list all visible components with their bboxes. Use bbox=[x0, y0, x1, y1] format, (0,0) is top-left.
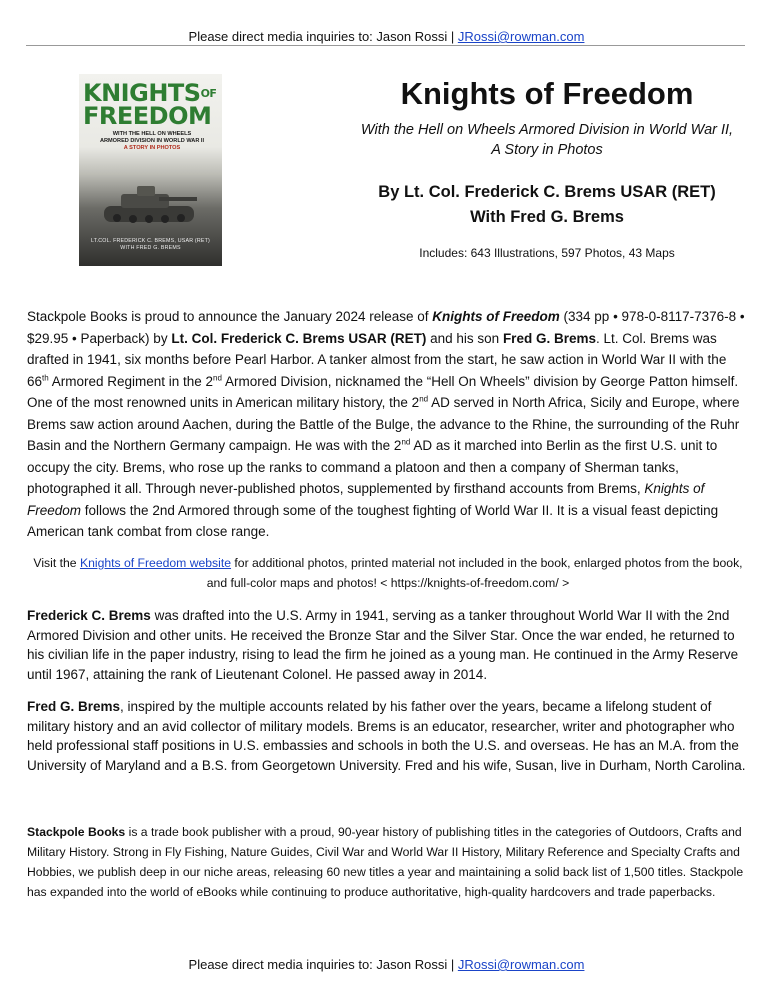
cover-title: $KNIGHTS^{OF}$ FREEDOM bbox=[83, 79, 217, 130]
page-header bbox=[0, 29, 773, 44]
footer-text: Please direct media inquiries to: Jason Rossi | bbox=[188, 957, 455, 972]
header-email-link[interactable]: JRossi@rowman.com bbox=[457, 29, 585, 44]
website-note: Visit the Knights of Freedom website for additional photos, printed material not included in the book, enlarged photos from the book, and full-color maps and photos! < https://knights-of-freedom.com/ > bbox=[33, 556, 743, 590]
cover-subtitle: WITH THE HELL ON WHEELS ARMORED DIVISION IN WORLD WAR II A STORY IN PHOTOS bbox=[99, 131, 205, 151]
book-subtitle: With the Hell on Wheels Armored Division in World War II, A Story in Photos bbox=[360, 122, 734, 158]
book-byline: By Lt. Col. Frederick C. Brems USAR (RET) With Fred G. Brems bbox=[378, 183, 716, 226]
header-divider bbox=[26, 45, 745, 46]
page-footer bbox=[0, 957, 773, 972]
publisher-about: Stackpole Books is a trade book publisher with a proud, 90-year history of publishing titles in the categories of Outdoors, Crafts and Military History. Strong in Fly Fishing, Nature Guides, Civil War and World War II History, Military Reference and Specialty Crafts and Hobbies, we publish deep in our niche areas, releasing 60 new titles a year and maintaining a solid back list of 1,500 titles. Stackpole has expanded into the world of eBooks while continuing to produce authoritative, high-quality hardcovers and trade paperbacks. bbox=[27, 825, 744, 899]
bio-fred: Fred G. Brems, inspired by the multiple accounts related by his father over the years, became a lifelong student of military history and an avid collector of military models. Brems is an educator, researcher, writer and photographer who held professional staff positions in U.S. embassies and schools in both the U.S. and overseas. He has an M.A. from the University of Maryland and a B.S. from Georgetown University. Fred and his wife, Susan, live in Durham, North Carolina. bbox=[27, 699, 746, 773]
tank-icon bbox=[99, 184, 199, 229]
book-includes: Includes: 643 Illustrations, 597 Photos, 43 Maps bbox=[419, 246, 675, 260]
header-text: Please direct media inquiries to: Jason Rossi | bbox=[188, 29, 455, 44]
bio-frederick: Frederick C. Brems was drafted into the U.S. Army in 1941, serving as a tanker throughout World War II with the 2nd Armored Division and other units. He received the Bronze Star and the Silver Star. Once the war ended, he returned to his civilian life in the paper industry, rising to lead the firm he joined as a young man. He continued in the Army Reserve until 1967, attaining the rank of Lieutenant Colonel. He passed away in 2014. bbox=[27, 608, 739, 682]
website-link[interactable]: Knights of Freedom website bbox=[79, 556, 232, 570]
release-paragraph: Stackpole Books is proud to announce the January 2024 release of Knights of Freedom (334 pp • 978-0-8117-7376-8 • $29.95 • Paperback) by Lt. Col. Frederick C. Brems USAR (RET) and his son Fred G. Brems. Lt. Col. Brems was drafted in 1941, six months before Pearl Harbor. A tanker almost from the start, he saw action in World War II with the 66th Armored Regiment in the 2nd Armored Division, nicknamed the “Hell On Wheels” division by George Patton himself. One of the most renowned units in American military history, the 2nd AD served in North Africa, Sicily and Europe, where Brems saw action around Aachen, during the Battle of the Bulge, the advance to the Rhine, the surrounding of the Ruhr Basin and the Northern Germany campaign. He was with the 2nd AD as it marched into Berlin as the first U.S. unit to occupy the city. Brems, who rose up the ranks to command a platoon and then a company of Sherman tanks, photographed it all. Through never-published photos, supplemented by firsthand accounts from Brems, Knights of Freedom follows the 2nd Armored through some of the toughest fighting of World War II. It is a visual feast depicting American tank combat from close range. bbox=[27, 309, 745, 539]
cover-author: LT.COL. FREDERICK C. BREMS, USAR (RET) WITH FRED G. BREMS bbox=[90, 238, 211, 251]
book-title: Knights of Freedom bbox=[400, 76, 694, 111]
footer-email-link[interactable]: JRossi@rowman.com bbox=[457, 957, 585, 972]
book-cover-image bbox=[79, 74, 222, 266]
